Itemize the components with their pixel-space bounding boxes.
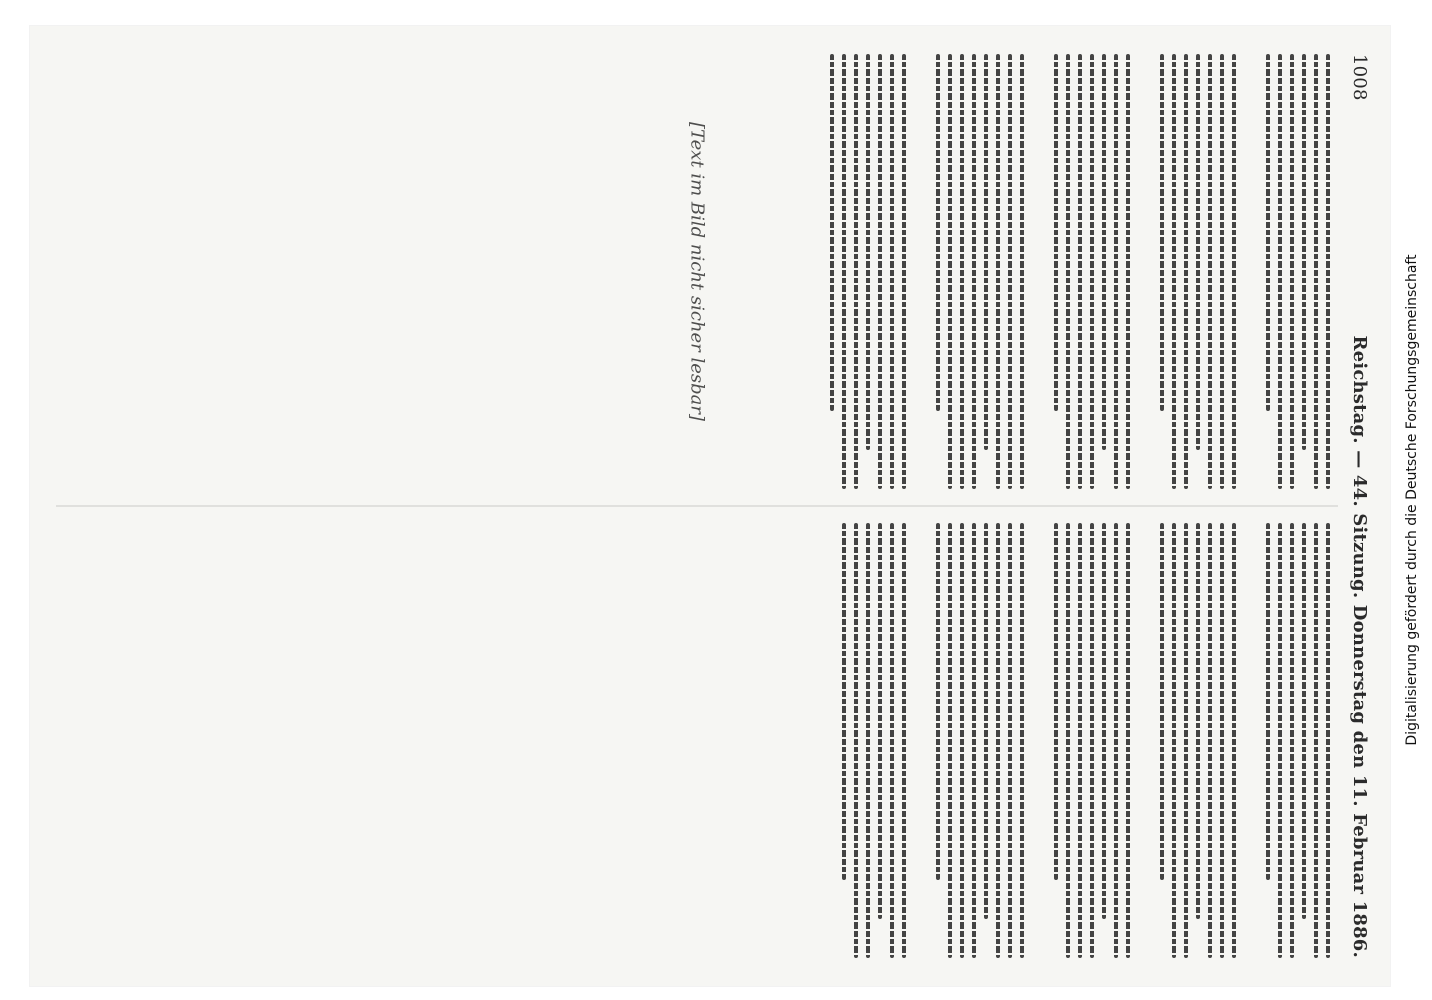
text-line — [1020, 523, 1024, 958]
left-column — [56, 54, 1338, 489]
text-line — [902, 54, 906, 489]
text-line — [1196, 54, 1200, 450]
paragraph-gap — [1032, 523, 1046, 958]
text-line — [830, 54, 834, 411]
text-line — [996, 523, 1000, 958]
text-line — [1172, 54, 1176, 489]
text-line — [878, 54, 882, 489]
body-unreadable-note: [Text im Bild nicht sicher lesbar] — [686, 121, 708, 422]
text-line — [1078, 54, 1082, 489]
text-line — [1160, 523, 1164, 880]
text-line — [960, 523, 964, 958]
page-header-title: Reichstag. — 44. Sitzung. Donnerstag den 11. Februar 1886. — [1349, 335, 1371, 958]
text-line — [972, 523, 976, 958]
right-column — [56, 523, 1338, 958]
text-line — [1314, 523, 1318, 958]
text-line — [1008, 54, 1012, 489]
text-line — [1054, 523, 1058, 880]
text-line — [1220, 523, 1224, 958]
text-line — [1266, 523, 1270, 880]
text-line — [1220, 54, 1224, 489]
text-line — [1066, 54, 1070, 489]
paragraph-gap — [1138, 523, 1152, 958]
text-line — [1266, 54, 1270, 411]
text-line — [890, 523, 894, 958]
page-header — [1346, 54, 1374, 958]
text-line — [984, 523, 988, 919]
text-line — [1290, 54, 1294, 489]
text-line — [1020, 54, 1024, 489]
text-line — [1054, 54, 1058, 411]
text-line — [878, 523, 882, 919]
text-line — [1114, 523, 1118, 958]
text-line — [842, 523, 846, 880]
text-line — [866, 523, 870, 958]
text-line — [1184, 54, 1188, 489]
paragraph-gap — [1032, 54, 1046, 489]
paragraph-gap — [1244, 54, 1258, 489]
text-line — [1078, 523, 1082, 958]
paragraph-gap — [1244, 523, 1258, 958]
text-line — [1232, 54, 1236, 489]
text-line — [854, 54, 858, 489]
text-line — [1278, 54, 1282, 489]
text-line — [1114, 54, 1118, 489]
paragraph-gap — [914, 54, 928, 489]
text-line — [1302, 54, 1306, 450]
text-line — [1126, 54, 1130, 489]
text-line — [948, 523, 952, 958]
text-line — [1208, 523, 1212, 958]
text-line — [1172, 523, 1176, 958]
text-line — [984, 54, 988, 450]
text-line — [1008, 523, 1012, 958]
text-line — [890, 54, 894, 489]
text-line — [1196, 523, 1200, 919]
text-line — [1066, 523, 1070, 958]
text-line — [866, 54, 870, 450]
text-line — [996, 54, 1000, 489]
text-line — [1326, 54, 1330, 489]
text-line — [1232, 523, 1236, 958]
text-line — [972, 54, 976, 489]
text-line — [1090, 54, 1094, 489]
text-line — [1290, 523, 1294, 958]
text-line — [1102, 523, 1106, 919]
text-line — [842, 54, 846, 489]
text-line — [1208, 54, 1212, 489]
text-line — [1314, 54, 1318, 489]
text-line — [1278, 523, 1282, 958]
text-line — [1126, 523, 1130, 958]
paragraph-gap — [914, 523, 928, 958]
text-line — [1326, 523, 1330, 958]
text-line — [960, 54, 964, 489]
text-line — [948, 54, 952, 489]
digitization-credit: Digitalisierung gefördert durch die Deutsche Forschungsgemeinschaft — [1404, 254, 1420, 746]
text-columns — [56, 54, 1338, 958]
text-line — [1102, 54, 1106, 450]
text-line — [1184, 523, 1188, 958]
page-number: 1008 — [1349, 54, 1371, 101]
text-line — [1302, 523, 1306, 919]
text-line — [936, 54, 940, 411]
scanned-page — [30, 26, 1390, 986]
text-line — [1090, 523, 1094, 958]
text-line — [854, 523, 858, 958]
text-line — [1160, 54, 1164, 411]
paragraph-gap — [1138, 54, 1152, 489]
text-line — [936, 523, 940, 880]
text-line — [902, 523, 906, 958]
